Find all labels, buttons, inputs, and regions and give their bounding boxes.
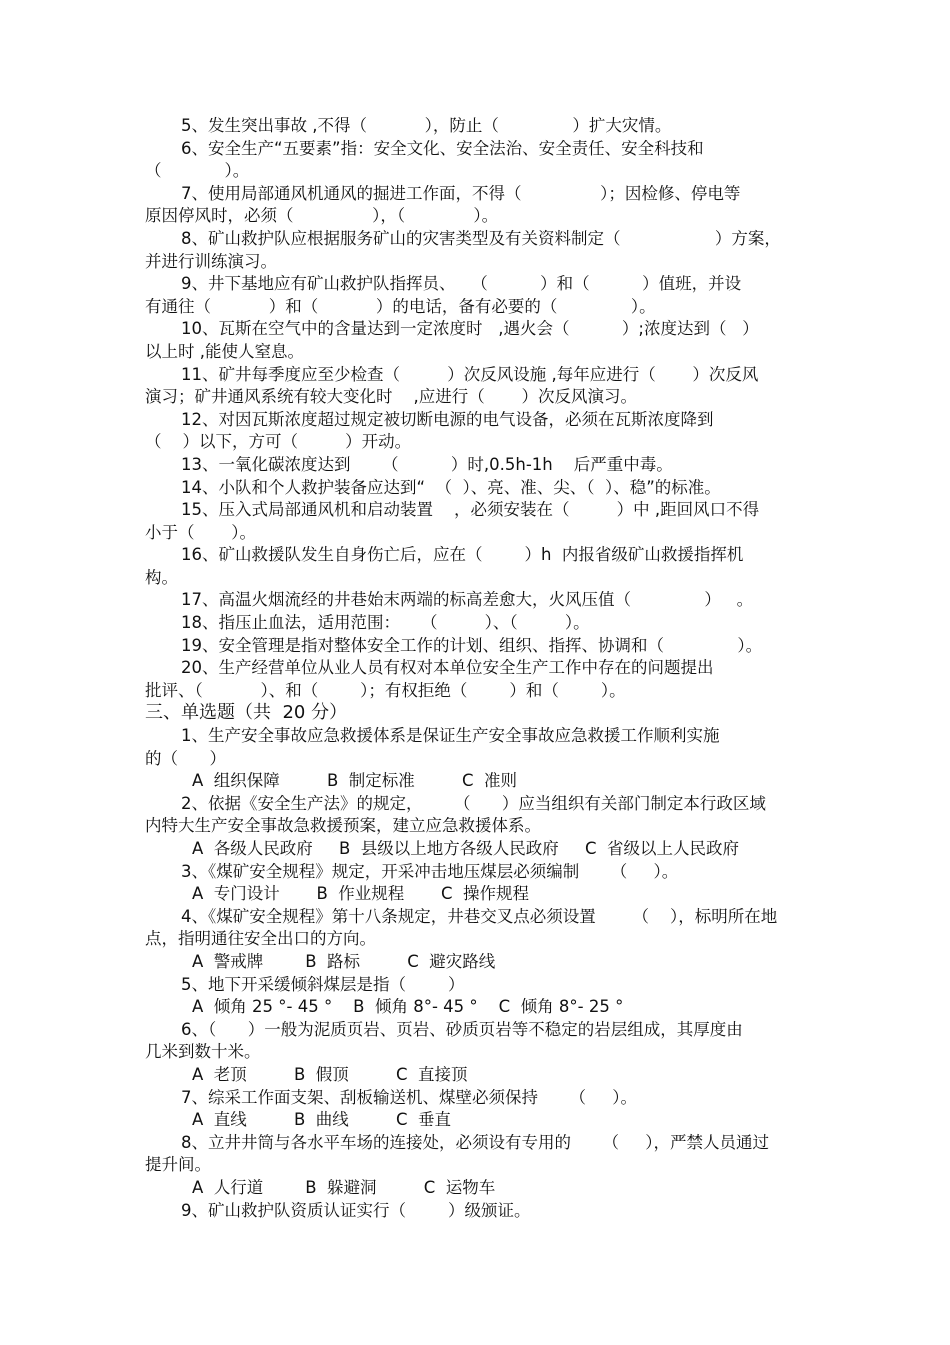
text-line: 有通往（ ）和（ ）的电话，备有必要的（ ）。	[145, 296, 656, 316]
text-line: 6、安全生产“五要素”指：安全文化、安全法治、安全责任、安全科技和	[181, 138, 704, 158]
text-line: 8、立井井筒与各水平车场的连接处，必须设有专用的 （ ），严禁人员通过	[181, 1132, 769, 1152]
text-line: 原因停风时，必须（ ），（ ）。	[145, 206, 499, 226]
text-line: 20、生产经营单位从业人员有权对本单位安全生产工作中存在的问题提出	[181, 658, 714, 678]
text-line: 提升间。	[145, 1155, 211, 1175]
text-line: 7、综采工作面支架、刮板输送机、煤壁必须保持 （ ）。	[181, 1087, 637, 1107]
text-line: 并进行训练演习。	[145, 251, 277, 271]
text-line: A 各级人民政府 B 县级以上地方各级人民政府 C 省级以上人民政府	[192, 839, 740, 858]
text-line: 5、地下开采缓倾斜煤层是指（ ）	[181, 974, 465, 994]
text-line: 13、一氧化碳浓度达到 （ ）时,0.5h-1h 后严重中毒。	[181, 454, 673, 474]
text-line: 小于（ ）。	[145, 522, 256, 542]
text-line: A 直线 B 曲线 C 垂直	[192, 1110, 452, 1130]
text-line: 6、（ ）一般为泥质页岩、页岩、砂质页岩等不稳定的岩层组成，其厚度由	[181, 1019, 743, 1039]
text-line: A 警戒牌 B 路标 C 避灾路线	[192, 951, 496, 971]
text-line: 演习；矿井通风系统有较大变化时 ,应进行（ ）次反风演习。	[145, 387, 637, 407]
document-body	[145, 115, 810, 1222]
text-line: 16、矿山救援队发生自身伤亡后，应在（ ）h 内报省级矿山救援指挥机	[181, 545, 744, 565]
text-line: 8、矿山救护队应根据服务矿山的灾害类型及有关资料制定（ ）方案，	[181, 228, 781, 248]
text-line: 4、《煤矿安全规程》第十八条规定，井巷交叉点必须设置 （ ），标明所在地	[181, 906, 778, 926]
text-line: 18、指压止血法，适用范围： （ ）、（ ）。	[181, 613, 590, 633]
text-line: 14、小队和个人救护装备应达到“ （ ）、亮、准、尖、（ ）、稳”的标准。	[181, 477, 721, 497]
text-line: A 组织保障 B 制定标准 C 准则	[192, 771, 518, 791]
text-line: 9、矿山救护队资质认证实行（ ）级颁证。	[181, 1200, 531, 1220]
text-line: 19、安全管理是指对整体安全工作的计划、组织、指挥、协调和（ ）。	[181, 635, 763, 655]
text-line: A 老顶 B 假顶 C 直接顶	[192, 1064, 468, 1084]
text-line: 9、井下基地应有矿山救护队指挥员、 （ ）和（ ）值班，并设	[181, 274, 742, 294]
text-line: 12、对因瓦斯浓度超过规定被切断电源的电气设备，必须在瓦斯浓度降到	[181, 409, 714, 429]
text-line: 以上时 ,能使人窒息。	[145, 341, 304, 361]
text-line: 几米到数十米。	[145, 1042, 261, 1062]
text-line: 的（ ）	[145, 748, 226, 768]
text-line: 10、瓦斯在空气中的含量达到一定浓度时 ,遇火会（ ）;浓度达到（ ）	[181, 319, 759, 339]
text-line: （ ）以下，方可（ ）开动。	[145, 432, 412, 452]
text-line: 三、单选题（共 20 分）	[145, 702, 348, 724]
text-line: 2、依据《安全生产法》的规定， （ ）应当组织有关部门制定本行政区域	[181, 793, 766, 813]
text-line: 点，指明通往安全出口的方向。	[145, 929, 376, 949]
text-line: 内特大生产安全事故急救援预案，建立应急救援体系。	[145, 816, 541, 836]
text-line: 批评、（ ）、和（ ）；有权拒绝（ ）和（ ）。	[145, 680, 626, 700]
text-line: 15、压入式局部通风机和启动装置 ，必须安装在（ ）中 ,距回风口不得	[181, 500, 760, 520]
text-line: 7、使用局部通风机通风的掘进工作面，不得（ ）；因检修、停电等	[181, 183, 741, 203]
text-line: 1、生产安全事故应急救援体系是保证生产安全事故应急救援工作顺利实施	[181, 726, 720, 746]
text-line: 17、高温火烟流经的井巷始末两端的标高差愈大，火风压值（ ） 。	[181, 590, 754, 610]
text-line: A 倾角 25 °- 45 ° B 倾角 8°- 45 ° C 倾角 8°- 25 °	[192, 997, 624, 1017]
text-line: 构。	[145, 567, 178, 587]
text-line: 3、《煤矿安全规程》规定，开采冲击地压煤层必须编制 （ ）。	[181, 861, 679, 881]
text-line: A 专门设计 B 作业规程 C 操作规程	[192, 884, 530, 904]
text-line: （ ）。	[145, 161, 250, 181]
text-line: 5、发生突出事故 ,不得（ ），防止（ ）扩大灾情。	[181, 116, 672, 135]
text-line: A 人行道 B 躲避洞 C 运物车	[192, 1177, 496, 1197]
text-line: 11、矿井每季度应至少检查（ ）次反风设施 ,每年应进行（ ）次反风	[181, 364, 759, 384]
